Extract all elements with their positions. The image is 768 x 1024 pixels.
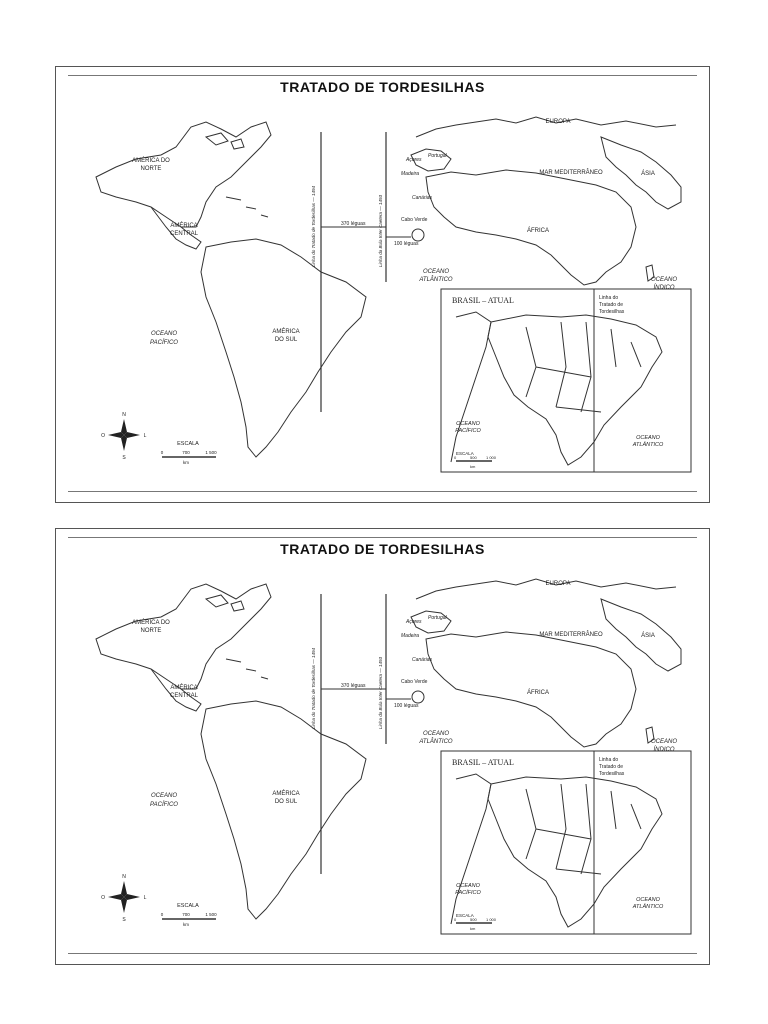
map-sheet-top: [55, 66, 710, 503]
label-pacific-2: PACÍFICO: [150, 802, 178, 808]
label-portugal: Portugal: [428, 153, 447, 159]
label-south-america-1: AMÉRICA: [272, 791, 300, 797]
south-america-outline: [201, 701, 366, 919]
label-atlantic-2: ATLÂNTICO: [419, 277, 453, 283]
label-asia: ÁSIA: [641, 633, 655, 639]
label-africa: ÁFRICA: [526, 690, 550, 696]
label-africa: ÁFRICA: [526, 228, 550, 234]
north-america-outline: [96, 122, 271, 227]
label-canarias: Canárias: [412, 657, 433, 663]
label-indian-2: ÍNDICO: [653, 747, 675, 753]
label-atlantic-2: ATLÂNTICO: [419, 739, 453, 745]
label-madeira: Madeira: [401, 633, 420, 639]
scale-tick-1: 700: [182, 450, 190, 455]
inset-atlantic-2: ATLÂNTICO: [632, 442, 664, 448]
inset-scale-unit: km: [470, 464, 476, 469]
compass-s: S: [122, 917, 126, 923]
label-azores: Açores: [406, 157, 422, 163]
bottom-rule: [68, 491, 697, 492]
inset-scale-tick-0: 0: [454, 917, 457, 922]
label-inter-caetera-line: Linha da Bula Inter Caetera — 1493: [378, 194, 383, 267]
tordesilhas-map: [56, 67, 709, 502]
inset-line-label-2: Tratado de: [599, 764, 623, 770]
inset-title: BRASIL – ATUAL: [452, 758, 514, 767]
inset-scale-tick-1: 500: [470, 917, 477, 922]
label-100-leguas: 100 léguas: [394, 703, 419, 709]
map-title: TRATADO DE TORDESILHAS: [280, 541, 485, 557]
inset-atlantic-1: OCEANO: [636, 435, 660, 441]
inset-pacific-2: PACÍFICO: [455, 428, 481, 434]
scale-title: ESCALA: [177, 441, 199, 447]
compass-rose-icon: [101, 412, 147, 461]
label-azores: Açores: [406, 619, 422, 625]
label-cabo-verde: Cabo Verde: [401, 679, 428, 685]
label-central-america-1: AMÉRICA: [170, 685, 198, 691]
bottom-rule: [68, 953, 697, 954]
label-inter-caetera-line: Linha da Bula Inter Caetera — 1493: [378, 656, 383, 729]
north-america-outline: [96, 584, 271, 689]
inset-atlantic-2: ATLÂNTICO: [632, 904, 664, 910]
label-north-america-2: NORTE: [140, 166, 162, 172]
scale-tick-0: 0: [160, 912, 164, 917]
label-tordesilhas-line: Linha do Tratado de Tordesilhas — 1494: [311, 185, 316, 267]
inset-scale-tick-2: 1 000: [486, 917, 497, 922]
label-south-america-2: DO SUL: [274, 799, 298, 805]
label-pacific-2: PACÍFICO: [150, 340, 178, 346]
inset-pacific-1: OCEANO: [456, 421, 480, 427]
compass-n: N: [122, 412, 126, 418]
label-central-america-1: AMÉRICA: [170, 223, 198, 229]
label-370-leguas: 370 léguas: [341, 221, 366, 227]
inset-line-label-1: Linha do: [599, 295, 619, 301]
inset-scale-tick-1: 500: [470, 455, 477, 460]
compass-e: L: [143, 895, 147, 901]
label-atlantic-1: OCEANO: [422, 269, 450, 275]
compass-rose-icon: [101, 874, 147, 923]
compass-s: S: [122, 455, 126, 461]
label-north-america-2: NORTE: [140, 628, 162, 634]
inset-atlantic-1: OCEANO: [636, 897, 660, 903]
label-south-america-1: AMÉRICA: [272, 329, 300, 335]
label-indian-1: OCEANO: [650, 739, 678, 745]
inset-scale-unit: km: [470, 926, 476, 931]
map-title: TRATADO DE TORDESILHAS: [280, 79, 485, 95]
label-indian-1: OCEANO: [650, 277, 678, 283]
label-pacific-1: OCEANO: [150, 331, 178, 337]
scale-tick-0: 0: [160, 450, 164, 455]
inset-scale-title: ESCALA: [456, 451, 474, 456]
scale-tick-2: 1 500: [205, 912, 217, 917]
label-madeira: Madeira: [401, 171, 420, 177]
compass-n: N: [122, 874, 126, 880]
compass-w: O: [101, 895, 105, 901]
label-canarias: Canárias: [412, 195, 433, 201]
label-370-leguas: 370 léguas: [341, 683, 366, 689]
label-atlantic-1: OCEANO: [422, 731, 450, 737]
scale-title: ESCALA: [177, 903, 199, 909]
label-pacific-1: OCEANO: [150, 793, 178, 799]
inset-scale-tick-2: 1 000: [486, 455, 497, 460]
inset-line-label-2: Tratado de: [599, 302, 623, 308]
label-cabo-verde: Cabo Verde: [401, 217, 428, 223]
label-portugal: Portugal: [428, 615, 447, 621]
inset-scale-title: ESCALA: [456, 913, 474, 918]
label-100-leguas: 100 léguas: [394, 241, 419, 247]
inset-line-label-3: Tordesilhas: [599, 309, 625, 315]
scale-tick-2: 1 500: [205, 450, 217, 455]
inset-pacific-1: OCEANO: [456, 883, 480, 889]
scale-unit: km: [183, 922, 189, 927]
inset-pacific-2: PACÍFICO: [455, 890, 481, 896]
label-mediterranean: MAR MEDITERRÂNEO: [539, 632, 603, 638]
label-tordesilhas-line: Linha do Tratado de Tordesilhas — 1494: [311, 647, 316, 729]
label-indian-2: ÍNDICO: [653, 285, 675, 291]
scale-tick-1: 700: [182, 912, 190, 917]
label-mediterranean: MAR MEDITERRÂNEO: [539, 170, 603, 176]
compass-e: L: [143, 433, 147, 439]
scale-unit: km: [183, 460, 189, 465]
inset-line-label-1: Linha do: [599, 757, 619, 763]
label-north-america-1: AMÉRICA DO: [132, 620, 170, 626]
label-central-america-2: CENTRAL: [169, 231, 199, 237]
compass-w: O: [101, 433, 105, 439]
tordesilhas-map: [56, 529, 709, 964]
label-central-america-2: CENTRAL: [169, 693, 199, 699]
caribbean-islands: [226, 197, 268, 217]
inset-line-label-3: Tordesilhas: [599, 771, 625, 777]
south-america-outline: [201, 239, 366, 457]
label-asia: ÁSIA: [641, 171, 655, 177]
map-sheet-bottom: [55, 528, 710, 965]
label-europe: EUROPA: [545, 119, 571, 125]
cabo-verde-marker: [412, 691, 424, 703]
cabo-verde-marker: [412, 229, 424, 241]
label-europe: EUROPA: [545, 581, 571, 587]
label-north-america-1: AMÉRICA DO: [132, 158, 170, 164]
inset-scale-tick-0: 0: [454, 455, 457, 460]
caribbean-islands: [226, 659, 268, 679]
inset-title: BRASIL – ATUAL: [452, 296, 514, 305]
label-south-america-2: DO SUL: [274, 337, 298, 343]
